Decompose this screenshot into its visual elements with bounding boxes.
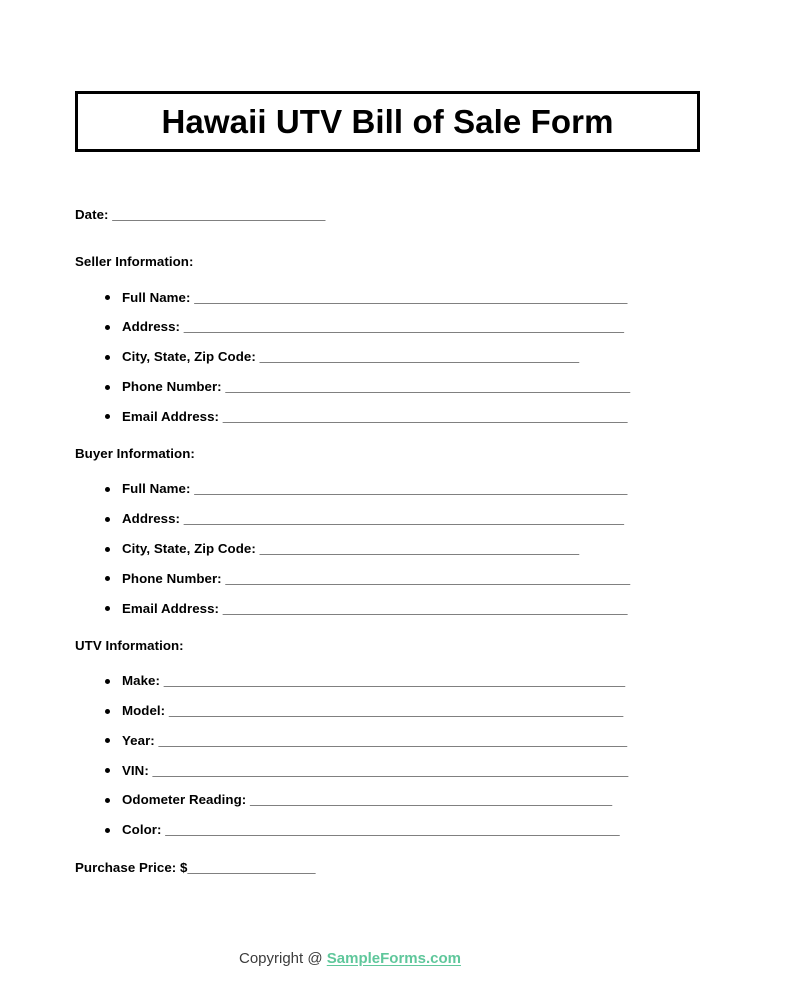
bullet-icon [105, 606, 110, 611]
list-item [75, 704, 715, 717]
seller-field-list [75, 291, 715, 423]
bullet-icon [105, 295, 110, 300]
title-box [75, 91, 700, 152]
list-item [75, 602, 715, 615]
footer [0, 951, 786, 966]
purchase-price-label: Purchase Price: $ [75, 860, 188, 876]
date-label: Date: [75, 207, 109, 222]
bullet-icon [105, 487, 110, 492]
field-label: Email Address: [122, 600, 220, 616]
bullet-icon [105, 547, 110, 552]
bullet-icon [105, 798, 110, 803]
copyright-text: Copyright @ [239, 950, 327, 967]
list-item [75, 512, 715, 525]
bullet-icon [105, 828, 110, 833]
list-item [75, 572, 715, 585]
field-blank-line[interactable]: _____________________________________________ [259, 349, 579, 365]
bullet-icon [105, 709, 110, 714]
form-body [75, 208, 715, 875]
bullet-icon [105, 325, 110, 330]
section-heading-seller: Seller Information: [75, 254, 194, 270]
list-item [75, 320, 715, 333]
list-item [75, 793, 715, 806]
list-item [75, 764, 715, 777]
section-heading-utv: UTV Information: [75, 637, 184, 653]
spacer [75, 221, 715, 255]
list-item [75, 823, 715, 836]
field-blank-line[interactable]: _____________________________________________________________ [194, 289, 628, 305]
field-blank-line[interactable]: _________________________________________________________________ [163, 673, 625, 689]
bullet-icon [105, 414, 110, 419]
field-blank-line[interactable]: _________________________________________________________ [225, 570, 630, 586]
spacer [75, 836, 715, 861]
bullet-icon [105, 768, 110, 773]
spacer [75, 269, 715, 291]
list-item [75, 291, 715, 304]
field-blank-line[interactable]: _________________________________________________________ [222, 408, 628, 424]
field-label: Email Address: [122, 408, 220, 424]
field-label: Address: [122, 511, 181, 527]
field-label: City, State, Zip Code: [122, 349, 256, 365]
sampleforms-link[interactable]: SampleForms.com [326, 950, 461, 967]
field-blank-line[interactable]: __________________________________________________________________ [158, 732, 627, 748]
field-label: City, State, Zip Code: [122, 540, 256, 556]
field-blank-line[interactable]: ______________________________________________________________ [183, 319, 624, 335]
bullet-icon [105, 355, 110, 360]
field-blank-line[interactable]: ______________________________________________________________ [183, 511, 624, 527]
spacer [75, 460, 715, 482]
field-blank-line[interactable]: _________________________________________________________ [222, 600, 628, 616]
field-label: Full Name: [122, 481, 191, 497]
list-item [75, 542, 715, 555]
field-label: Color: [122, 822, 162, 838]
field-label: Phone Number: [122, 570, 222, 586]
bullet-icon [105, 738, 110, 743]
spacer [75, 615, 715, 639]
list-item [75, 380, 715, 393]
list-item [75, 482, 715, 495]
field-blank-line[interactable]: _____________________________________________ [259, 540, 579, 556]
field-label: Odometer Reading: [122, 792, 247, 808]
bullet-icon [105, 517, 110, 522]
purchase-price-blank-line[interactable]: __________________ [187, 860, 316, 876]
field-blank-line[interactable]: ___________________________________________________________________ [152, 762, 628, 778]
list-item [75, 350, 715, 363]
bullet-icon [105, 576, 110, 581]
field-label: Model: [122, 702, 166, 718]
bullet-icon [105, 385, 110, 390]
field-blank-line[interactable]: _________________________________________________________ [225, 378, 630, 394]
field-blank-line[interactable]: ________________________________________________________________ [165, 822, 620, 838]
spacer [75, 652, 715, 674]
field-blank-line[interactable]: ___________________________________________________ [249, 792, 612, 808]
field-label: Year: [122, 732, 155, 748]
utv-field-list [75, 674, 715, 836]
field-label: Full Name: [122, 289, 191, 305]
field-label: Address: [122, 319, 181, 335]
field-label: Phone Number: [122, 378, 222, 394]
bullet-icon [105, 679, 110, 684]
field-label: Make: [122, 673, 160, 689]
buyer-field-list [75, 482, 715, 614]
list-item [75, 410, 715, 423]
purchase-price-row [75, 861, 715, 874]
list-item [75, 734, 715, 747]
page-title: Hawaii UTV Bill of Sale Form [161, 103, 614, 140]
date-row [75, 208, 715, 221]
spacer [75, 423, 715, 447]
field-blank-line[interactable]: ________________________________________________________________ [168, 702, 623, 718]
date-blank-line[interactable]: ______________________________ [112, 207, 326, 222]
list-item [75, 674, 715, 687]
field-blank-line[interactable]: _____________________________________________________________ [194, 481, 628, 497]
field-label: VIN: [122, 762, 149, 778]
section-heading-buyer: Buyer Information: [75, 446, 195, 462]
